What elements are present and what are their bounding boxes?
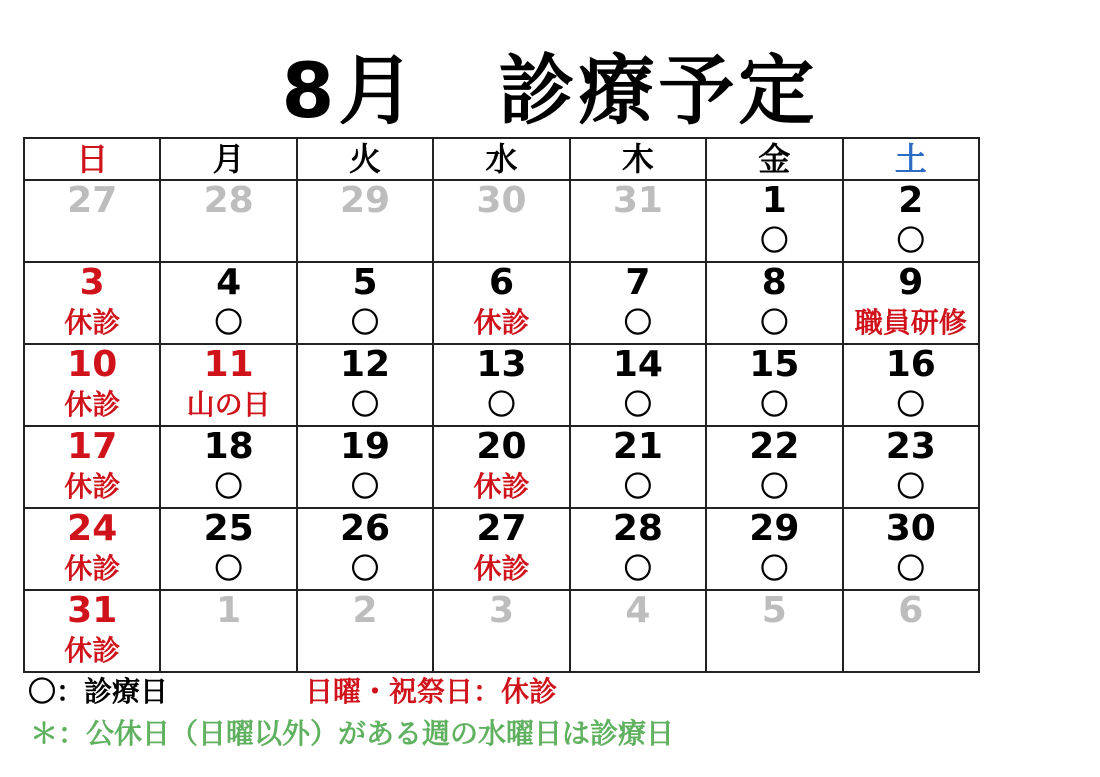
calendar-week-row <box>24 262 979 344</box>
day-status <box>434 631 568 671</box>
day-number: 31 <box>612 180 663 221</box>
calendar-day-cell <box>433 344 569 426</box>
day-status <box>161 631 295 671</box>
day-status: 〇 <box>896 552 925 585</box>
day-number: 14 <box>612 344 663 385</box>
day-number: 9 <box>898 262 924 303</box>
day-number: 19 <box>340 426 391 467</box>
calendar-day-cell <box>570 508 706 590</box>
calendar-day-cell <box>297 426 433 508</box>
day-number: 12 <box>340 344 391 385</box>
calendar-week-row <box>24 344 979 426</box>
day-number: 16 <box>885 344 936 385</box>
calendar-day-cell <box>706 344 842 426</box>
day-number: 8 <box>761 262 787 303</box>
day-number: 11 <box>203 344 254 385</box>
calendar-day-cell <box>433 180 569 262</box>
day-number: 2 <box>898 180 924 221</box>
calendar-week-row <box>24 590 979 672</box>
day-status <box>571 631 705 671</box>
day-number: 29 <box>749 508 800 549</box>
calendar-day-cell <box>706 180 842 262</box>
calendar-day-cell <box>706 508 842 590</box>
day-number: 10 <box>67 344 118 385</box>
calendar-day-cell <box>433 262 569 344</box>
calendar-day-cell <box>297 262 433 344</box>
day-status: 〇 <box>351 306 380 339</box>
day-status <box>161 221 295 261</box>
weekday-header-cell: 土 <box>843 138 979 180</box>
day-number: 22 <box>749 426 800 467</box>
day-number: 23 <box>885 426 936 467</box>
day-number: 15 <box>749 344 800 385</box>
day-number: 27 <box>67 180 118 221</box>
calendar-week-row <box>24 426 979 508</box>
calendar-day-cell <box>570 262 706 344</box>
calendar-day-cell <box>24 262 160 344</box>
day-status: 〇 <box>760 306 789 339</box>
day-number: 13 <box>476 344 527 385</box>
calendar-day-cell <box>160 426 296 508</box>
day-number: 5 <box>352 262 378 303</box>
legend-note: ＊：公休日（日曜以外）がある週の水曜日は診療日 <box>30 717 675 750</box>
day-status: 〇 <box>214 470 243 503</box>
day-number: 1 <box>761 180 787 221</box>
day-number: 30 <box>476 180 527 221</box>
day-status: 休診 <box>473 470 530 503</box>
calendar-day-cell <box>24 344 160 426</box>
calendar-day-cell <box>24 180 160 262</box>
day-status <box>434 221 568 261</box>
calendar-day-cell <box>297 590 433 672</box>
calendar-day-cell <box>24 590 160 672</box>
day-status: 休診 <box>64 470 121 503</box>
day-number: 4 <box>216 262 242 303</box>
day-status <box>25 221 159 261</box>
calendar-day-cell <box>160 590 296 672</box>
day-number: 25 <box>203 508 254 549</box>
day-number: 29 <box>340 180 391 221</box>
day-number: 27 <box>476 508 527 549</box>
day-status <box>844 631 978 671</box>
calendar-week-row <box>24 180 979 262</box>
calendar-day-cell <box>297 344 433 426</box>
day-status: 〇 <box>896 224 925 257</box>
day-number: 28 <box>203 180 254 221</box>
calendar-day-cell <box>297 508 433 590</box>
day-status <box>571 221 705 261</box>
calendar-day-cell <box>160 344 296 426</box>
day-status: 休診 <box>473 306 530 339</box>
day-status: 〇 <box>214 552 243 585</box>
calendar-day-cell <box>843 590 979 672</box>
day-status: 休診 <box>64 388 121 421</box>
weekday-header-cell: 金 <box>706 138 842 180</box>
weekday-header-cell: 水 <box>433 138 569 180</box>
calendar-day-cell <box>570 344 706 426</box>
day-status <box>298 631 432 671</box>
legend-closed: 日曜・祝祭日：休診 <box>305 675 558 708</box>
day-status: 〇 <box>760 552 789 585</box>
legend-clinic-day: 〇：診療日 <box>28 675 169 708</box>
day-number: 21 <box>612 426 663 467</box>
calendar-body <box>24 180 979 672</box>
calendar-day-cell <box>24 508 160 590</box>
calendar-day-cell <box>706 262 842 344</box>
calendar-day-cell <box>160 180 296 262</box>
day-status: 〇 <box>760 388 789 421</box>
calendar-table <box>23 137 980 673</box>
day-status: 〇 <box>214 306 243 339</box>
day-number: 28 <box>612 508 663 549</box>
calendar-day-cell <box>24 426 160 508</box>
calendar-week-row <box>24 508 979 590</box>
calendar-day-cell <box>706 426 842 508</box>
day-status: 〇 <box>896 388 925 421</box>
weekday-header-cell: 木 <box>570 138 706 180</box>
calendar-day-cell <box>433 508 569 590</box>
calendar-day-cell <box>160 262 296 344</box>
day-number: 30 <box>885 508 936 549</box>
day-status: 山の日 <box>186 388 271 421</box>
day-status <box>298 221 432 261</box>
day-number: 26 <box>340 508 391 549</box>
calendar-day-cell <box>160 508 296 590</box>
day-number: 18 <box>203 426 254 467</box>
weekday-header-cell: 火 <box>297 138 433 180</box>
calendar-day-cell <box>843 180 979 262</box>
weekday-header-cell: 日 <box>24 138 160 180</box>
calendar-day-cell <box>843 262 979 344</box>
day-number: 4 <box>625 590 651 631</box>
day-status: 〇 <box>351 552 380 585</box>
day-number: 3 <box>488 590 514 631</box>
day-status: 休診 <box>64 634 121 667</box>
day-status: 〇 <box>896 470 925 503</box>
day-status: 〇 <box>351 470 380 503</box>
day-status: 職員研修 <box>854 306 967 339</box>
day-number: 6 <box>488 262 514 303</box>
day-number: 3 <box>79 262 105 303</box>
day-status: 〇 <box>623 470 652 503</box>
day-status: 休診 <box>64 552 121 585</box>
calendar-day-cell <box>843 426 979 508</box>
calendar-day-cell <box>570 426 706 508</box>
day-number: 7 <box>625 262 651 303</box>
day-status: 〇 <box>623 552 652 585</box>
calendar-day-cell <box>297 180 433 262</box>
page-title: 8月 診療予定 <box>281 46 819 135</box>
day-status: 〇 <box>351 388 380 421</box>
day-number: 2 <box>352 590 378 631</box>
calendar-day-cell <box>570 180 706 262</box>
day-status: 〇 <box>760 224 789 257</box>
calendar-day-cell <box>843 508 979 590</box>
day-number: 5 <box>761 590 787 631</box>
day-number: 24 <box>67 508 118 549</box>
day-status: 〇 <box>487 388 516 421</box>
weekday-header-cell: 月 <box>160 138 296 180</box>
day-status: 〇 <box>623 388 652 421</box>
day-status: 〇 <box>623 306 652 339</box>
day-status: 休診 <box>64 306 121 339</box>
day-number: 20 <box>476 426 527 467</box>
day-number: 17 <box>67 426 118 467</box>
calendar-day-cell <box>706 590 842 672</box>
calendar-day-cell <box>843 344 979 426</box>
day-number: 31 <box>67 590 118 631</box>
calendar-day-cell <box>433 426 569 508</box>
day-status: 〇 <box>760 470 789 503</box>
day-status <box>707 631 841 671</box>
day-number: 1 <box>216 590 242 631</box>
calendar-day-cell <box>433 590 569 672</box>
weekday-header-row <box>24 138 979 180</box>
day-status: 休診 <box>473 552 530 585</box>
calendar-day-cell <box>570 590 706 672</box>
day-number: 6 <box>898 590 924 631</box>
